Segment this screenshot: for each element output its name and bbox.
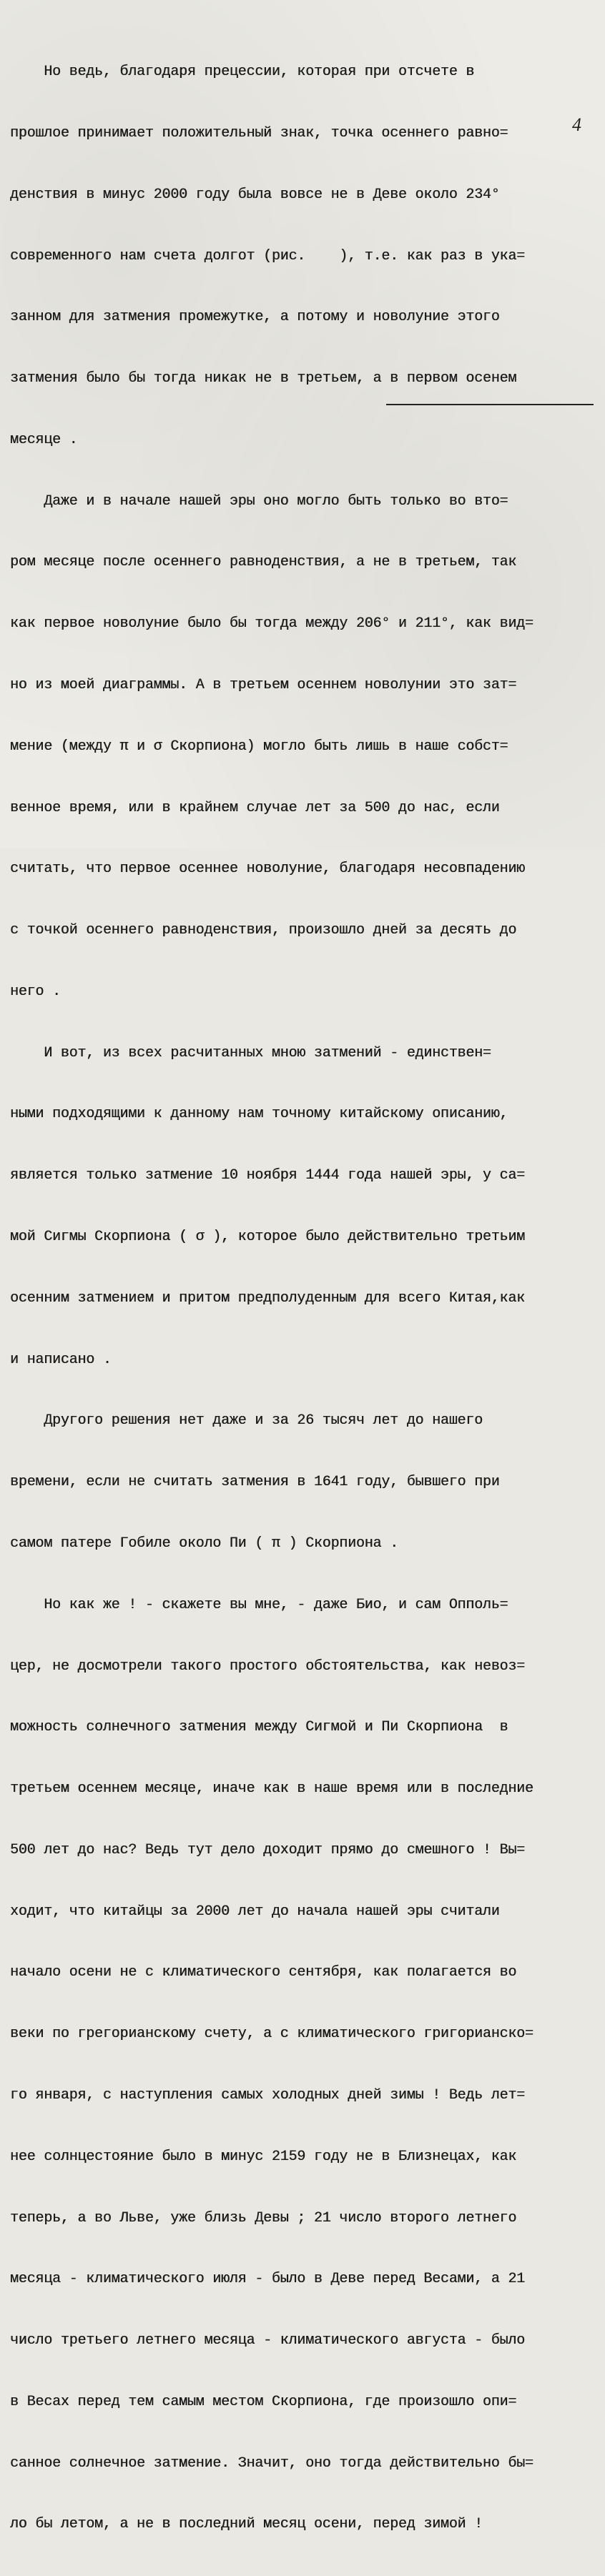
text-line: ными подходящими к данному нам точному китайскому описанию, [10, 1106, 508, 1123]
text-line: времени, если не считать затмения в 1641 году, бывшего при [10, 1474, 500, 1491]
text-line: ходит, что китайцы за 2000 лет до начала нашей эры считали [10, 1903, 500, 1920]
text-line: осенним затмением и притом предполуденным для всего Китая,как [10, 1289, 525, 1307]
text-line: го января, с наступления самых холодных дней зимы ! Ведь лет= [10, 2086, 525, 2104]
text-line: веки по грегорианскому счету, а с климатического григорианско= [10, 2026, 533, 2043]
text-line: мой Сигмы Скорпиона ( σ ), которое было действительно третьим [10, 1229, 525, 1246]
text-line: число третьего летнего месяца - климатического августа - было [10, 2332, 525, 2349]
text-line: теперь, а во Льве, уже близь Девы ; 21 число второго летнего [10, 2209, 517, 2226]
text-line: Но ведь, благодаря прецессии, которая при отсчете в [10, 64, 475, 81]
text-line: венное время, или в крайнем случае лет за 500 до нас, если [10, 799, 500, 816]
text-line: санное солнечное затмение. Значит, оно тогда действительно бы= [10, 2454, 533, 2472]
text-line: него . [10, 983, 61, 1000]
text-line: но из моей диаграммы. А в третьем осеннем новолунии это зат= [10, 677, 517, 693]
text-line: Другого решения нет даже и за 26 тысяч лет до нашего [10, 1412, 483, 1430]
text-line: Даже и в начале нашей эры оно могло быть только во вто= [10, 492, 508, 510]
text-line: нее солнцестояние было в минус 2159 году не в Близнецах, как [10, 2148, 517, 2165]
text-line: считать, что первое осеннее новолуние, благодаря несовпадению [10, 861, 525, 878]
text-line: прошлое принимает положительный знак, точка осеннего равно= [10, 124, 508, 142]
text-line: денствия в минус 2000 году была вовсе не в Деве около 234° [10, 186, 500, 203]
text-line: с точкой осеннего равноденствия, произошло дней за десять до [10, 922, 517, 939]
text-line: месяце . [10, 431, 78, 448]
text-line: И вот, из всех расчитанных мною затмений - единствен= [10, 1044, 491, 1061]
text-line: в Весах перед тем самым местом Скорпиона, где произошло опи= [10, 2393, 517, 2410]
text-line: самом патере Гобиле около Пи ( π ) Скорпиона . [10, 1535, 398, 1552]
text-line: Но как же ! - скажете вы мне, - даже Био, и сам Опполь= [10, 1596, 508, 1613]
text-line: ло бы летом, а не в последний месяц осени, перед зимой ! [10, 2516, 483, 2533]
text-line: затмения было бы тогда никак не в третьем, а в первом осенем [10, 370, 517, 387]
text-line: 500 лет до нас? Ведь тут дело доходит прямо до смешного ! Вы= [10, 1841, 525, 1858]
text-line: ром месяце после осеннего равноденствия, а не в третьем, так [10, 554, 517, 571]
text-line: месяца - климатического июля - было в Деве перед Весами, а 21 [10, 2271, 525, 2288]
text-line: третьем осеннем месяце, иначе как в наше время или в последние [10, 1780, 533, 1798]
text-line: современного нам счета долгот (рис. ), т.е. как раз в ука= [10, 247, 525, 264]
text-line: мение (между π и σ Скорпиона) могло быть лишь в наше собст= [10, 738, 508, 755]
text-line: начало осени не с климатического сентября, как полагается во [10, 1964, 517, 1981]
text-line: и написано . [10, 1351, 112, 1368]
text-line: является только затмение 10 ноября 1444 года нашей эры, у са= [10, 1167, 525, 1184]
text-line: можность солнечного затмения между Сигмой и Пи Скорпиона в [10, 1719, 508, 1736]
text-line: занном для затмения промежутке, а потому и новолуние этого [10, 309, 500, 326]
page-number: 4 [572, 114, 581, 135]
text-line: как первое новолуние было бы тогда между 206° и 211°, как вид= [10, 615, 533, 633]
underline-mark [386, 404, 594, 405]
text-line: цер, не досмотрели такого простого обстоятельства, как невоз= [10, 1658, 525, 1675]
